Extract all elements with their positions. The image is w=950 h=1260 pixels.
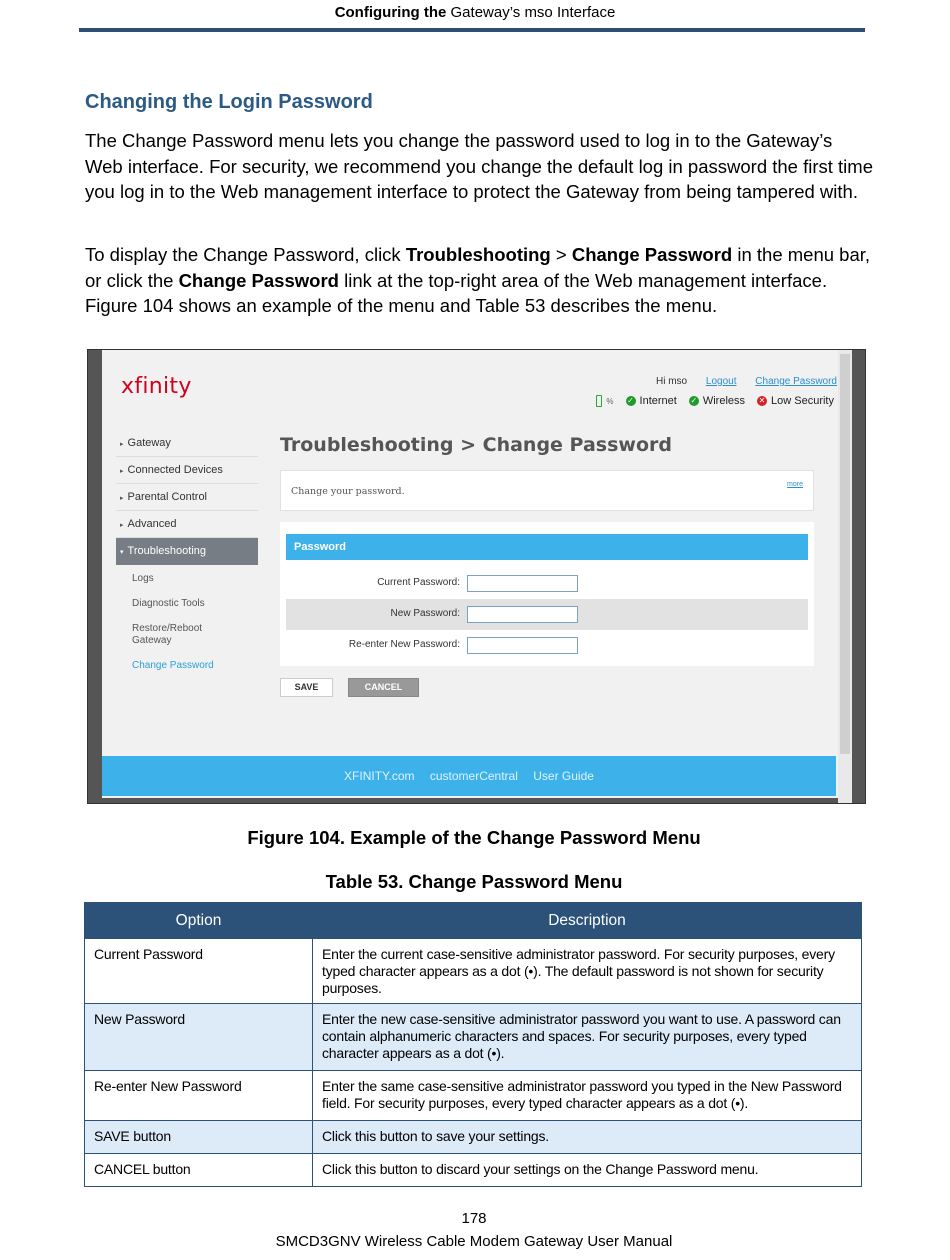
description-box [280, 470, 814, 511]
header-option: Option [85, 903, 313, 939]
description-text: Change your password. [291, 486, 405, 497]
table-row [85, 1071, 862, 1121]
section-title: Changing the Login Password [85, 91, 373, 113]
form-row-reenter [286, 630, 808, 661]
battery-icon [596, 395, 602, 407]
screen-footer [102, 756, 836, 796]
form-row-current [286, 568, 808, 599]
table-caption: Table 53. Change Password Menu [325, 871, 623, 892]
sidebar-nav [116, 430, 258, 672]
sidebar-item-troubleshooting[interactable]: ▾ Troubleshooting [116, 538, 258, 565]
header-description: Description [313, 903, 862, 939]
option-cell: New Password [85, 1004, 313, 1071]
logout-link[interactable]: Logout [705, 376, 737, 387]
sidebar-item-gateway[interactable]: ▸ Gateway [116, 430, 258, 457]
save-button[interactable]: SAVE [280, 678, 333, 697]
reenter-password-input[interactable] [467, 637, 578, 654]
description-cell: Click this button to save your settings. [313, 1121, 862, 1154]
header-rule [79, 28, 865, 32]
screen-heading: Troubleshooting > Change Password [280, 434, 672, 456]
table-header-row [85, 903, 862, 939]
table-row [85, 1154, 862, 1187]
xfinity-logo: xfinity [121, 374, 192, 399]
subnav-change-password[interactable]: Change Password [132, 660, 214, 671]
page-number: 178 [461, 1210, 487, 1227]
description-cell: Enter the new case-sensitive administrator password you want to use. A password can contain alphanumeric characters and spaces. For security purposes, every typed character appears as a dot (•). [313, 1004, 862, 1071]
sidebar-item-advanced[interactable]: ▸ Advanced [116, 511, 258, 538]
check-icon: ✓ [627, 396, 634, 405]
more-link[interactable]: more [787, 481, 803, 488]
cancel-button[interactable]: CANCEL [348, 678, 419, 697]
chevron-right-icon: ▸ [120, 522, 124, 529]
table-row [85, 1121, 862, 1154]
chevron-right-icon: ▸ [120, 495, 124, 502]
change-password-link[interactable]: Change Password [755, 376, 837, 387]
display-paragraph: To display the Change Password, click Troubleshooting > Change Password in the menu bar, or click the Change Password link at the top-right area of the Web management interface. Figure 104 shows an example of the menu and Table 53 describes the menu. [85, 244, 871, 317]
footer-link-user-guide[interactable]: User Guide [533, 769, 594, 783]
subnav-diagnostic-tools[interactable]: Diagnostic Tools [132, 598, 205, 609]
scrollbar-thumb[interactable] [840, 354, 850, 754]
check-icon: ✓ [690, 396, 698, 405]
chevron-right-icon: ▸ [120, 441, 124, 448]
subnav-logs[interactable]: Logs [132, 573, 154, 584]
footer-link-xfinity[interactable]: XFINITY.com [344, 769, 415, 783]
document-title: SMCD3GNV Wireless Cable Modem Gateway User Manual [275, 1233, 673, 1250]
current-password-label: Current Password: [377, 577, 460, 588]
greeting: Hi mso [656, 376, 688, 387]
status-wireless: Wireless [702, 395, 746, 407]
warning-x-icon: ✕ [758, 396, 766, 405]
footer-link-customer-central[interactable]: customerCentral [429, 769, 518, 783]
gateway-ui-screen [102, 350, 850, 798]
chevron-right-icon: ▸ [120, 468, 124, 475]
header-rest: Gateway’s mso Interface [450, 4, 616, 21]
subnav-restore-reboot[interactable]: Restore/Reboot Gateway [132, 623, 203, 646]
form-row-new [286, 599, 808, 630]
option-cell: Re-enter New Password [85, 1071, 313, 1121]
current-password-input[interactable] [467, 575, 578, 592]
new-password-input[interactable] [467, 606, 578, 623]
option-cell: Current Password [85, 939, 313, 1004]
sidebar-item-connected-devices[interactable]: ▸ Connected Devices [116, 457, 258, 484]
table-row [85, 1004, 862, 1071]
chevron-down-icon: ▾ [120, 549, 124, 556]
status-internet: Internet [639, 395, 677, 407]
new-password-label: New Password: [390, 608, 460, 619]
intro-paragraph: The Change Password menu lets you change the password used to log in to the Gateway’s Web interface. For security, we recommend you change the default log in password the first time you log in to the Web management interface to protect the Gateway from being tampered with. [85, 130, 873, 203]
change-password-table [84, 902, 862, 1187]
option-cell: SAVE button [85, 1121, 313, 1154]
option-cell: CANCEL button [85, 1154, 313, 1187]
battery-percent: % [606, 396, 614, 406]
table-row [85, 939, 862, 1004]
status-security: Low Security [771, 395, 834, 407]
figure-screenshot [87, 349, 866, 804]
form-title: Password [286, 534, 808, 560]
password-form [280, 522, 814, 666]
figure-caption: Figure 104. Example of the Change Password Menu [247, 827, 701, 848]
description-cell: Click this button to discard your settings on the Change Password menu. [313, 1154, 862, 1187]
description-cell: Enter the current case-sensitive administrator password. For security purposes, every typed character appears as a dot (•). The default password is not shown for security purposes. [313, 939, 862, 1004]
header-bold: Configuring the [334, 4, 447, 21]
running-header [0, 4, 950, 21]
top-links [656, 376, 837, 387]
description-cell: Enter the same case-sensitive administrator password you typed in the New Password field. For security purposes, every typed character appears as a dot (•). [313, 1071, 862, 1121]
status-bar [596, 395, 834, 407]
sidebar-item-parental-control[interactable]: ▸ Parental Control [116, 484, 258, 511]
reenter-password-label: Re-enter New Password: [348, 639, 460, 650]
